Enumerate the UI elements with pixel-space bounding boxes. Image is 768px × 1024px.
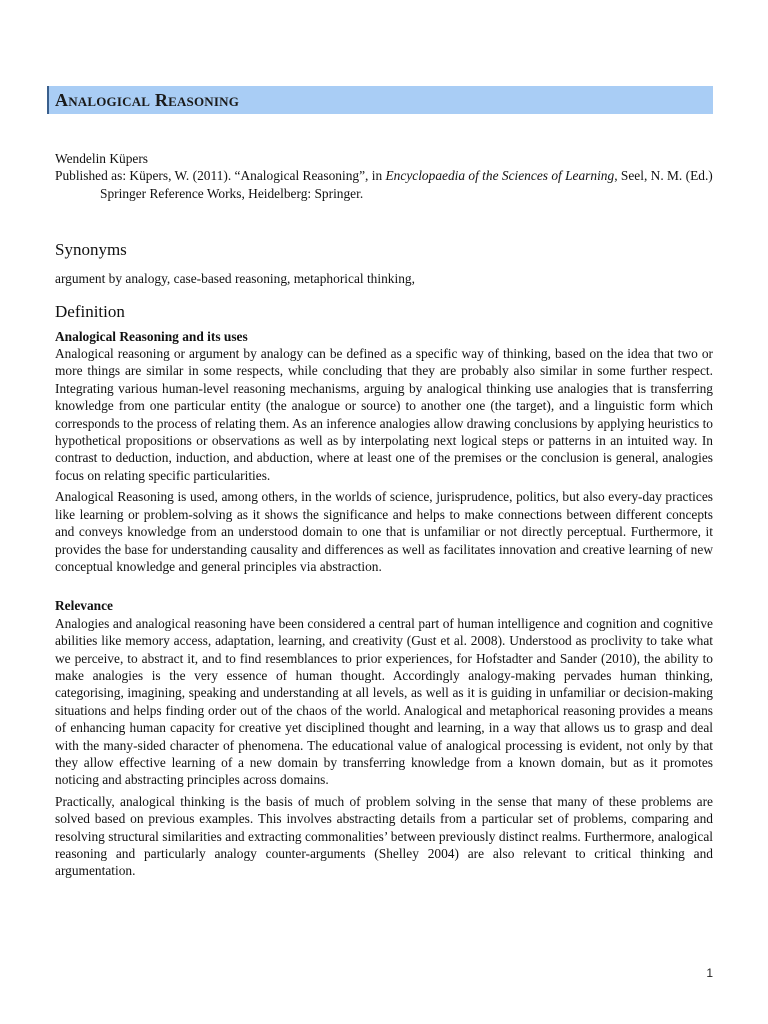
title-bar — [47, 86, 713, 114]
synonyms-heading: Synonyms — [55, 240, 127, 260]
publication-citation — [55, 167, 713, 202]
page-number: 1 — [706, 966, 713, 980]
relevance-subheading: Relevance — [55, 598, 114, 614]
definition-paragraph-1: Analogical reasoning or argument by analogy can be defined as a specific way of thinking, based on the idea that two or more things are similar in some respects, while concluding that they are probably also similar in some further respect. Integrating various human-level reasoning mechanisms, arguing by analogical thinking use analogies that is transferring knowledge from one particular entity (the analogue or source) to another one (the target), and a linguistic form which corresponds to the process of relating them. As an inference analogies allow drawing conclusions by applying heuristics to hypothetical propositions or observations as well as by interpolating next logical steps or patterns in an intuited way. In contrast to deduction, induction, and abduction, where at least one of the premises or the conclusion is general, analogies focus on relating specific particularities. — [55, 346, 713, 483]
document-title: Analogical Reasoning — [55, 89, 240, 110]
synonyms-text: argument by analogy, case-based reasoning, metaphorical thinking, — [55, 271, 415, 287]
citation-journal: Encyclopaedia of the Sciences of Learning — [385, 168, 615, 184]
relevance-paragraph-1: Analogies and analogical reasoning have been considered a central part of human intelligence and cognition and cognitive abilities like memory access, adaptation, learning, and creativity (Gust et al. 2008). Understood as proclivity to take what we perceive, to abstract it, and to find resemblances to prior experiences, for Hofstadter and Sander (2010), the ability to make analogies is the very essence of human thought. Accordingly analogy-making pervades human thinking, categorising, imagining, speaking and understanding at all levels, as well as it is guiding in unfamiliar or decision-making situations and helps finding order out of the chaos of the world. Analogical and metaphorical reasoning provides a means of enhancing human capacity for creative yet disciplined thought and learning, in a way that allows us to grasp and deal with the many-sided character of phenomena. The educational value of analogical processing is evident, not only by that they allow effective learning of a new domain by transferring knowledge from a known domain, but as it promotes noticing and abstracting principles across domains. — [55, 615, 713, 788]
citation-prefix: Published as: Küpers, W. (2011). “Analogical Reasoning”, in — [55, 168, 386, 184]
citation-suffix: , Seel, N. M. (Ed.) Springer Reference Works, Heidelberg: Springer. — [100, 168, 713, 201]
definition-heading: Definition — [55, 301, 125, 321]
document-body — [55, 150, 713, 880]
author-name: Wendelin Küpers — [55, 151, 149, 166]
definition-paragraph-2: Analogical Reasoning is used, among others, in the worlds of science, jurisprudence, politics, but also every-day practices like learning or problem-solving as it shows the significance and helps to make connections between different concepts and conveys knowledge from an understood domain to one that is unfamiliar or not directly perceptual. Furthermore, it provides the base for understanding causality and differences as well as facilitates innovation and creative learning of new conceptual knowledge and general principles via abstraction. — [55, 489, 713, 574]
relevance-paragraph-2: Practically, analogical thinking is the basis of much of problem solving in the sense that many of these problems are solved based on previous examples. This involves abstracting details from a particular set of problems, comparing and resolving structural similarities and extracting commonalities’ between previously distinct realms. Furthermore, analogical reasoning and particularly analogy counter-arguments (Shelley 2004) are also relevant to critical thinking and argumentation. — [55, 793, 713, 879]
definition-subheading: Analogical Reasoning and its uses — [55, 328, 248, 344]
